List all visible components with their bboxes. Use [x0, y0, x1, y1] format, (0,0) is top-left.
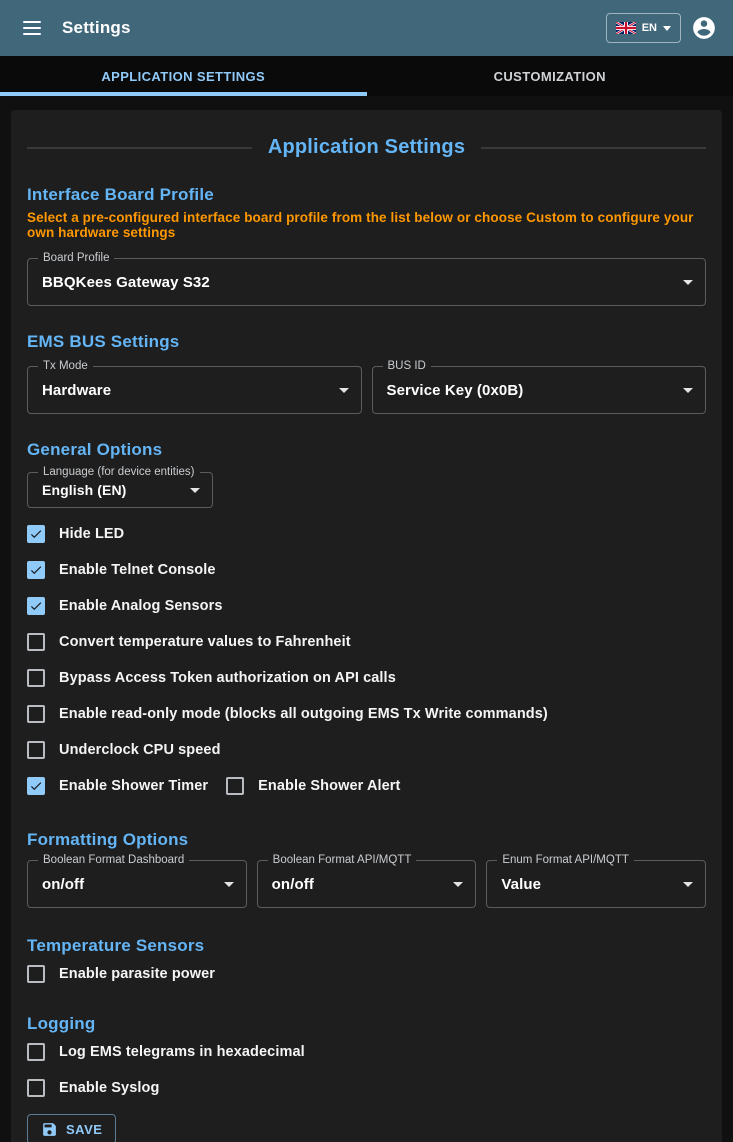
checkbox-label: Enable Shower Timer — [59, 778, 209, 794]
tab-customization[interactable]: CUSTOMIZATION — [493, 68, 606, 84]
heading-formatting-options: Formatting Options — [27, 830, 189, 849]
checkbox-read-only-mode[interactable] — [27, 696, 706, 732]
select-value: Value — [501, 875, 542, 893]
app-title: Settings — [62, 18, 131, 37]
language-code: EN — [641, 22, 657, 34]
checkbox-enable-analog-sensors[interactable] — [27, 588, 706, 624]
select-label: Enum Format API/MQTT — [497, 854, 634, 866]
board-profile-select[interactable] — [27, 252, 706, 306]
divider — [27, 147, 252, 149]
select-label: Boolean Format API/MQTT — [268, 854, 417, 866]
chevron-down-icon — [453, 882, 463, 887]
boolean-format-dashboard-select[interactable] — [27, 854, 247, 908]
checkbox-enable-telnet-console[interactable] — [27, 552, 706, 588]
warning-text: Select a pre-configured interface board profile from the list below or choose Custom to configure your own hardware settings — [27, 210, 694, 240]
save-button[interactable] — [27, 1114, 116, 1142]
checkbox-box[interactable] — [27, 705, 45, 723]
boolean-format-api-mqtt-select[interactable] — [257, 854, 477, 908]
enum-format-api-mqtt-select[interactable] — [486, 854, 706, 908]
checkbox-enable-syslog[interactable] — [27, 1070, 706, 1106]
tab-application-settings[interactable]: APPLICATION SETTINGS — [101, 68, 266, 84]
checkbox-label: Enable Shower Alert — [258, 778, 401, 794]
chevron-down-icon — [683, 280, 693, 285]
divider — [481, 147, 706, 149]
tab-indicator — [0, 92, 367, 96]
tab-bar — [0, 56, 733, 96]
chevron-down-icon — [683, 388, 693, 393]
select-label: BUS ID — [383, 360, 431, 372]
checkbox-label: Enable Analog Sensors — [59, 598, 223, 614]
check-icon — [29, 779, 43, 793]
checkbox-hide-led[interactable] — [27, 516, 706, 552]
tx-mode-select[interactable] — [27, 360, 362, 414]
checkbox-log-ems-telegrams-hex[interactable] — [27, 1034, 706, 1070]
select-value: on/off — [271, 875, 314, 893]
checkbox-label: Enable read-only mode (blocks all outgoing EMS Tx Write commands) — [59, 706, 548, 722]
checkbox-label: Log EMS telegrams in hexadecimal — [59, 1044, 305, 1060]
select-value: Hardware — [42, 381, 112, 399]
heading-logging: Logging — [27, 1014, 96, 1033]
select-value: BBQKees Gateway S32 — [42, 273, 210, 291]
checkbox-box[interactable] — [27, 669, 45, 687]
select-label: Boolean Format Dashboard — [38, 854, 189, 866]
checkbox-label: Enable Syslog — [59, 1080, 160, 1096]
check-icon — [29, 599, 43, 613]
checkbox-box[interactable] — [27, 965, 45, 983]
account-circle-icon — [691, 15, 717, 41]
heading-general-options: General Options — [27, 440, 163, 459]
checkbox-box[interactable] — [226, 777, 244, 795]
save-label: SAVE — [66, 1121, 103, 1137]
general-checkbox-list — [27, 516, 706, 804]
language-select[interactable] — [27, 466, 213, 508]
checkbox-convert-fahrenheit[interactable] — [27, 624, 706, 660]
checkbox-enable-parasite-power[interactable] — [27, 956, 706, 992]
checkbox-bypass-access-token[interactable] — [27, 660, 706, 696]
checkbox-box[interactable] — [27, 777, 45, 795]
heading-temperature-sensors: Temperature Sensors — [27, 936, 205, 955]
heading-ems-bus-settings: EMS BUS Settings — [27, 332, 180, 351]
check-icon — [29, 527, 43, 541]
chevron-down-icon — [339, 388, 349, 393]
checkbox-label: Convert temperature values to Fahrenheit — [59, 634, 351, 650]
account-button[interactable] — [685, 9, 723, 47]
select-value: Service Key (0x0B) — [386, 381, 524, 399]
select-label: Board Profile — [38, 252, 114, 264]
bus-id-select[interactable] — [372, 360, 707, 414]
chevron-down-icon — [683, 882, 693, 887]
caret-down-icon — [663, 26, 671, 31]
content-paper — [11, 110, 722, 1142]
save-icon — [41, 1121, 58, 1138]
checkbox-box[interactable] — [27, 1043, 45, 1061]
select-label: Language (for device entities) — [38, 466, 200, 478]
select-label: Tx Mode — [38, 360, 93, 372]
page-title: Application Settings — [267, 136, 466, 158]
checkbox-label: Enable Telnet Console — [59, 562, 216, 578]
checkbox-box[interactable] — [27, 597, 45, 615]
checkbox-box[interactable] — [27, 633, 45, 651]
menu-icon[interactable] — [14, 10, 50, 46]
page-title-row — [27, 136, 706, 159]
uk-flag-icon — [616, 22, 636, 34]
checkbox-underclock-cpu[interactable] — [27, 732, 706, 768]
checkbox-box[interactable] — [27, 561, 45, 579]
chevron-down-icon — [224, 882, 234, 887]
select-value: English (EN) — [42, 482, 127, 498]
checkbox-box[interactable] — [27, 1079, 45, 1097]
checkbox-label: Hide LED — [59, 526, 125, 542]
chevron-down-icon — [190, 488, 200, 493]
checkbox-box[interactable] — [27, 741, 45, 759]
select-value: on/off — [42, 875, 85, 893]
checkbox-box[interactable] — [27, 525, 45, 543]
checkbox-label: Bypass Access Token authorization on API calls — [59, 670, 396, 686]
heading-interface-board-profile: Interface Board Profile — [27, 185, 214, 204]
checkbox-enable-shower-timer[interactable] — [27, 768, 208, 804]
appbar — [0, 0, 733, 56]
check-icon — [29, 563, 43, 577]
checkbox-label: Enable parasite power — [59, 966, 216, 982]
checkbox-enable-shower-alert[interactable] — [226, 768, 400, 804]
language-selector[interactable] — [606, 13, 681, 43]
checkbox-label: Underclock CPU speed — [59, 742, 221, 758]
